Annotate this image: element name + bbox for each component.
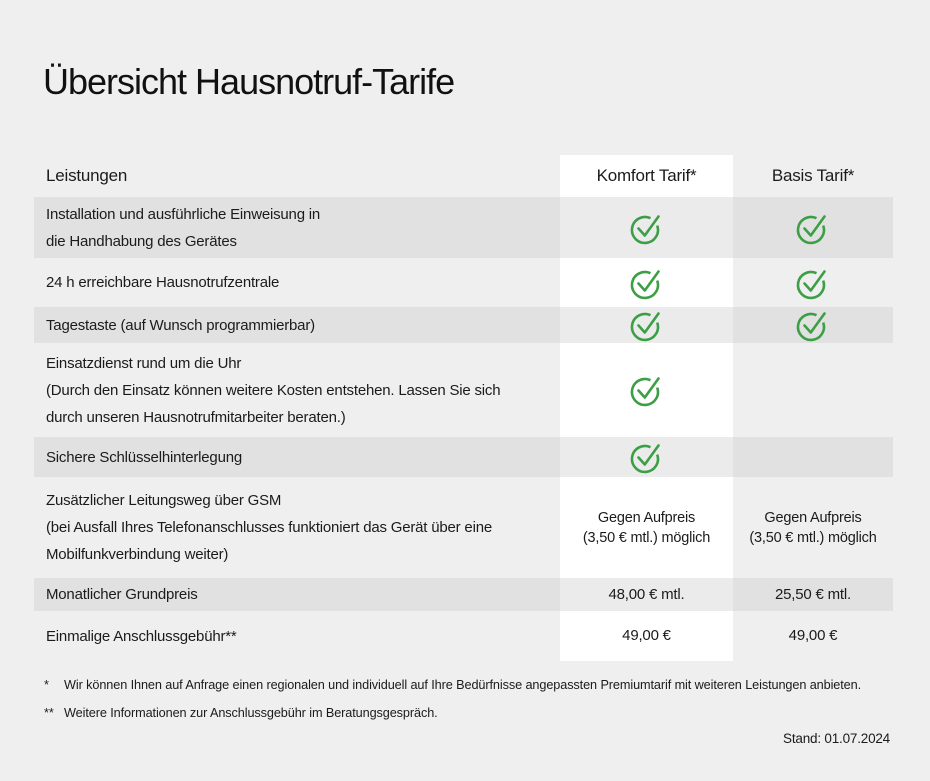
check-icon: [629, 308, 665, 342]
footnote: [44, 676, 890, 695]
row-label-line: Einmalige Anschlussgebühr**: [46, 627, 237, 645]
check-icon: [795, 308, 831, 342]
table-body: [34, 197, 893, 661]
cell-text: [622, 626, 671, 646]
row-label-line: Mobilfunkverbindung weiter): [46, 546, 229, 563]
cell-text-line: 48,00 € mtl.: [608, 585, 685, 603]
row-label: [34, 437, 560, 477]
row-label-line: Einsatzdienst rund um die Uhr: [46, 354, 242, 372]
row-label: [34, 578, 560, 611]
row-label-line: (Durch den Einsatz können weitere Kosten entstehen. Lassen Sie sich: [46, 381, 501, 399]
stand-date: Stand: 01.07.2024: [783, 731, 890, 746]
komfort-cell: [560, 578, 733, 611]
cell-text-line: 49,00 €: [622, 627, 671, 644]
basis-cell: [733, 477, 893, 578]
table-row: [34, 578, 893, 611]
komfort-cell: [560, 197, 733, 258]
check-icon: [795, 211, 831, 245]
check-icon: [795, 266, 831, 300]
check-icon: [629, 266, 665, 300]
table-row: [34, 307, 893, 343]
row-label-line: durch unseren Hausnotrufmitarbeiter beraten.): [46, 408, 346, 426]
cell-text: [749, 508, 876, 548]
table-row: [34, 437, 893, 477]
cell-text: [775, 585, 851, 605]
basis-cell: [733, 307, 893, 343]
table-header-row: [34, 155, 893, 197]
table-row: [34, 611, 893, 661]
header-label-komfort: Komfort Tarif*: [560, 155, 733, 197]
table-row: [34, 258, 893, 307]
row-label: [34, 258, 560, 307]
cell-text-line: (3,50 € mtl.) möglich: [749, 529, 877, 546]
basis-cell: [733, 343, 893, 437]
row-label-line: Tagestaste (auf Wunsch programmierbar): [46, 316, 315, 334]
row-label: [34, 477, 560, 578]
tariff-table: [34, 155, 893, 661]
cell-text: [583, 508, 710, 548]
row-label: [34, 343, 560, 437]
row-label-line: Installation und ausführliche Einweisung in: [46, 205, 321, 223]
cell-text-line: Gegen Aufpreis: [764, 509, 862, 526]
basis-cell: [733, 437, 893, 477]
page-title: Übersicht Hausnotruf-Tarife: [43, 61, 455, 102]
row-label-line: Monatlicher Grundpreis: [46, 586, 198, 603]
row-label: [34, 611, 560, 661]
check-icon: [629, 440, 665, 474]
footnote: [44, 704, 890, 723]
cell-text-line: (3,50 € mtl.) möglich: [582, 529, 711, 546]
row-label-line: 24 h erreichbare Hausnotrufzentrale: [46, 274, 280, 291]
table-row: [34, 343, 893, 437]
basis-cell: [733, 258, 893, 307]
table-row: [34, 197, 893, 258]
cell-text-line: Gegen Aufpreis: [597, 509, 696, 526]
komfort-cell: [560, 611, 733, 661]
cell-text: [789, 626, 838, 646]
row-label-line: Sichere Schlüsselhinterlegung: [46, 448, 242, 466]
basis-cell: [733, 197, 893, 258]
footnote-text: Weitere Informationen zur Anschlussgebühr im Beratungsgespräch.: [64, 706, 438, 720]
cell-text-line: 25,50 € mtl.: [775, 585, 851, 603]
check-icon: [629, 373, 665, 407]
basis-cell: [733, 578, 893, 611]
komfort-cell: [560, 307, 733, 343]
komfort-cell: [560, 343, 733, 437]
komfort-cell: [560, 437, 733, 477]
header-label-leistungen: Leistungen: [46, 166, 128, 185]
row-label-line: die Handhabung des Gerätes: [46, 232, 237, 250]
cell-text-line: 49,00 €: [788, 627, 838, 644]
table-row: [34, 477, 893, 578]
row-label-line: Zusätzlicher Leitungsweg über GSM: [46, 492, 282, 509]
footnote-text: Wir können Ihnen auf Anfrage einen regionalen und individuell auf Ihre Bedürfnisse angepassten Premiumtarif mit weiteren Leistungen anbieten.: [64, 678, 862, 692]
footnote-marker: *: [44, 678, 49, 692]
footnotes: [44, 676, 890, 732]
cell-text: [609, 585, 685, 605]
header-label-basis: Basis Tarif*: [771, 166, 855, 185]
komfort-cell: [560, 477, 733, 578]
row-label: [34, 197, 560, 258]
check-icon: [629, 211, 665, 245]
footnote-marker: **: [44, 706, 54, 720]
komfort-cell: [560, 258, 733, 307]
row-label-line: (bei Ausfall Ihres Telefonanschlusses funktioniert das Gerät über eine: [46, 519, 492, 536]
basis-cell: [733, 611, 893, 661]
row-label: [34, 307, 560, 343]
